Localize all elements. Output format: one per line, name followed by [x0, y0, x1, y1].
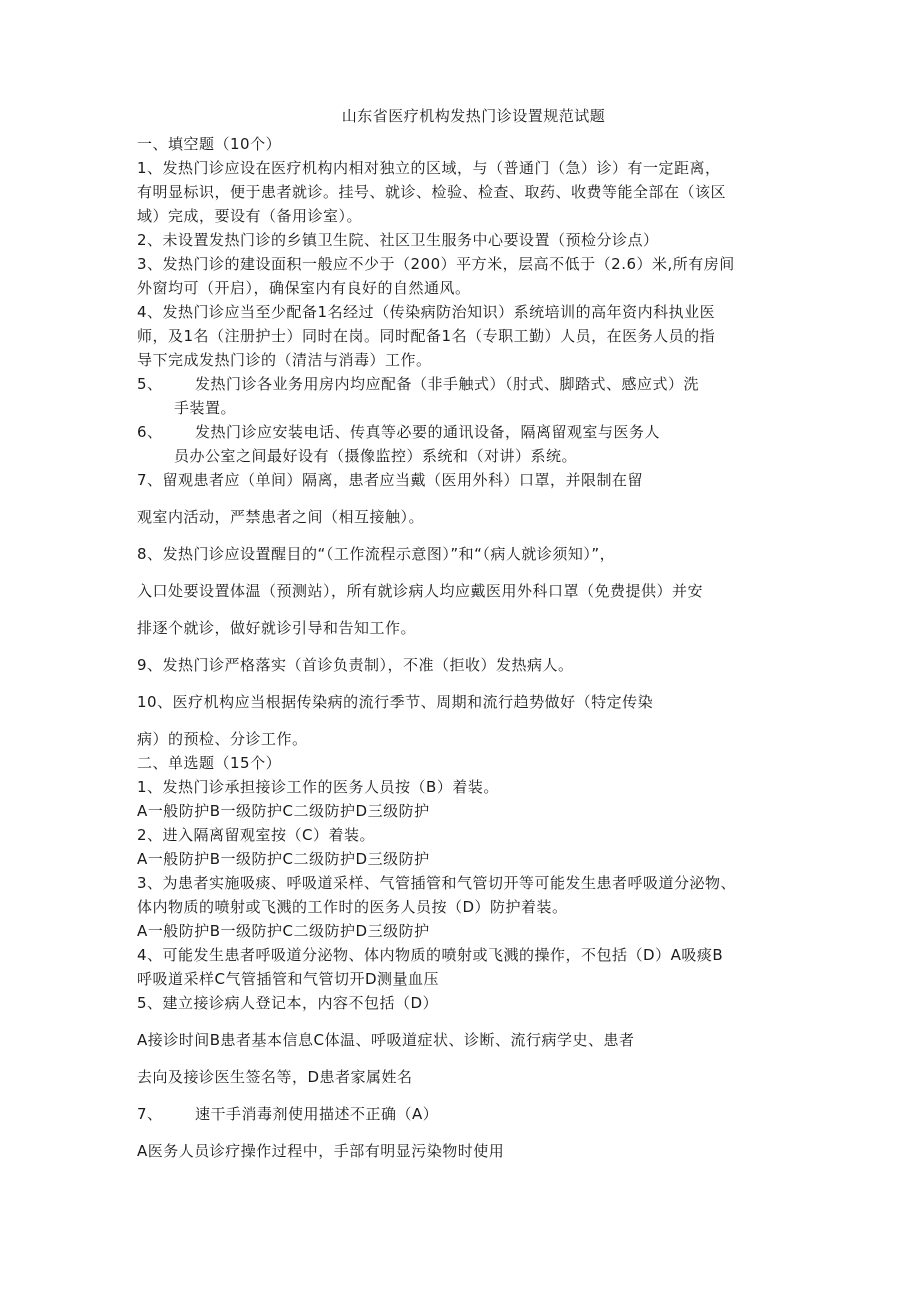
answer-options: A接诊时间B患者基本信息C体温、呼吸道症状、诊断、流行病学史、患者 — [137, 1031, 635, 1049]
question-text: 4、发热门诊应当至少配备1名经过（传染病防治知识）系统培训的高年资内科执业医 — [137, 303, 716, 321]
question-text: 呼吸道采样C气管插管和气管切开D测量血压 — [137, 970, 440, 988]
question-text: 排逐个就诊，做好就诊引导和告知工作。 — [137, 619, 417, 637]
question-text: 2、进入隔离留观室按（C）着装。 — [137, 826, 376, 844]
question-text: 外窗均可（开启），确保室内有良好的自然通风。 — [137, 279, 471, 297]
question-text: 观室内活动，严禁患者之间（相互接触）。 — [137, 508, 425, 526]
question-text: 9、发热门诊严格落实（首诊负责制），不准（拒收）发热病人。 — [137, 656, 574, 674]
question-text: 7、留观患者应（单间）隔离，患者应当戴（医用外科）口罩，并限制在留 — [137, 471, 644, 489]
answer-options: A一般防护B一级防护C二级防护D三级防护 — [137, 802, 430, 820]
question-number: 6、 — [137, 423, 163, 441]
document-title: 山东省医疗机构发热门诊设置规范试题 — [341, 107, 606, 125]
question-text: 师，及1名（注册护士）同时在岗。同时配备1名（专职工勤）人员，在医务人员的指 — [137, 327, 716, 345]
question-text: 3、发热门诊的建设面积一般应不少于（200）平方米，层高不低于（2.6）米,所有房间 — [137, 255, 735, 273]
section-heading-fill-blank: 一、填空题（10个） — [137, 135, 282, 153]
question-text: 发热门诊各业务用房内均应配备（非手触式）（肘式、脚踏式、感应式）洗 — [195, 375, 700, 393]
question-text: 4、可能发生患者呼吸道分泌物、体内物质的喷射或飞溅的操作，不包括（D）A吸痰B — [137, 946, 724, 964]
question-text: 体内物质的喷射或飞溅的工作时的医务人员按（D）防护着装。 — [137, 898, 568, 916]
question-6 — [137, 420, 810, 444]
question-number: 7、 — [137, 1105, 163, 1123]
question-number: 5、 — [137, 375, 163, 393]
question-text: 1、发热门诊应设在医疗机构内相对独立的区域，与（普通门（急）诊）有一定距离， — [137, 159, 721, 177]
question-text: 导下完成发热门诊的（清洁与消毒）工作。 — [137, 351, 432, 369]
question-text: 3、为患者实施吸痰、呼吸道采样、气管插管和气管切开等可能发生患者呼吸道分泌物、 — [137, 874, 737, 892]
question-text: 员办公室之间最好设有（摄像监控）系统和（对讲）系统。 — [174, 447, 578, 465]
question-text: 8、发热门诊应设置醒目的“（工作流程示意图）”和“（病人就诊须知）”， — [137, 545, 616, 563]
question-text: 1、发热门诊承担接诊工作的医务人员按（B）着装。 — [137, 778, 499, 796]
answer-options: A一般防护B一级防护C二级防护D三级防护 — [137, 850, 430, 868]
question-text: 2、未设置发热门诊的乡镇卫生院、社区卫生服务中心要设置（预检分诊点） — [137, 231, 659, 249]
question-text: 手装置。 — [174, 399, 237, 417]
question-text: 速干手消毒剂使用描述不正确（A） — [195, 1105, 439, 1123]
answer-option: A医务人员诊疗操作过程中，手部有明显污染物时使用 — [137, 1142, 505, 1160]
question-text: 5、建立接诊病人登记本，内容不包括（D） — [137, 994, 439, 1012]
question-text: 发热门诊应安装电话、传真等必要的通讯设备，隔离留观室与医务人 — [195, 423, 661, 441]
question-7 — [137, 1102, 810, 1126]
question-5 — [137, 372, 810, 396]
question-text: 10、医疗机构应当根据传染病的流行季节、周期和流行趋势做好（特定传染 — [137, 693, 654, 711]
question-text: 有明显标识，便于患者就诊。挂号、就诊、检验、检查、取药、收费等能全部在（该区 — [137, 183, 727, 201]
answer-options: 去向及接诊医生签名等，D患者家属姓名 — [137, 1068, 413, 1086]
answer-options: A一般防护B一级防护C二级防护D三级防护 — [137, 922, 430, 940]
section-heading-single-choice: 二、单选题（15个） — [137, 754, 282, 772]
question-text: 入口处要设置体温（预测站），所有就诊病人均应戴医用外科口罩（免费提供）并安 — [137, 582, 704, 600]
question-text: 病）的预检、分诊工作。 — [137, 730, 308, 748]
question-text: 域）完成，要设有（备用诊室）。 — [137, 207, 363, 225]
